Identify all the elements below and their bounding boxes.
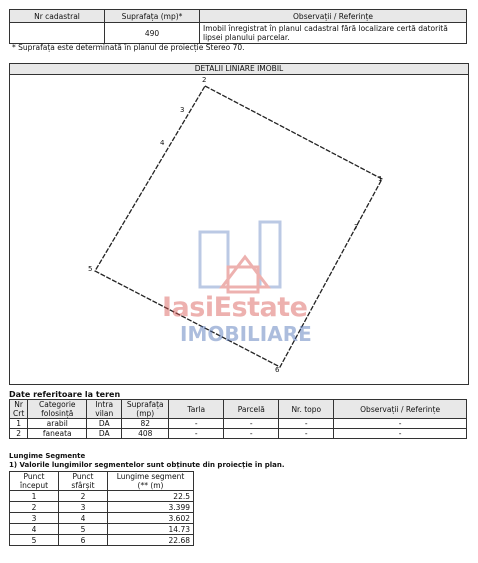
land-header: Parcelă: [224, 400, 279, 419]
seg-cell: 2: [59, 491, 108, 502]
land-cell: arabil: [28, 419, 87, 429]
land-title: Date referitoare la teren: [9, 390, 121, 399]
point-label-7: 7: [354, 223, 359, 231]
land-header: Intra vilan: [87, 400, 122, 419]
header-nr-cadastral: Nr cadastral: [10, 10, 105, 23]
land-cell: -: [334, 419, 467, 429]
land-cell: -: [169, 419, 224, 429]
point-label-3: 3: [180, 106, 185, 114]
header-suprafata: Suprafața (mp)*: [105, 10, 200, 23]
seg-header: Punct sfârșit: [59, 472, 108, 491]
land-cell: 2: [10, 429, 28, 439]
seg-cell: 3: [59, 502, 108, 513]
cell-nr-cadastral: [10, 23, 105, 44]
seg-cell: 5: [10, 535, 59, 546]
point-label-1: 1: [378, 175, 383, 183]
cadastral-table: [9, 9, 467, 44]
parcel-title: DETALII LINIARE IMOBIL: [10, 64, 468, 75]
watermark-logo: [160, 212, 330, 352]
land-cell: -: [279, 429, 334, 439]
seg-cell: 2: [10, 502, 59, 513]
seg-cell: 1: [10, 491, 59, 502]
seg-cell: 22.5: [108, 491, 194, 502]
land-cell: 1: [10, 419, 28, 429]
land-cell: -: [279, 419, 334, 429]
point-label-4: 4: [160, 139, 165, 147]
land-header: Nr Crt: [10, 400, 28, 419]
land-cell: -: [169, 429, 224, 439]
seg-cell: 3.399: [108, 502, 194, 513]
table-row: [10, 502, 194, 513]
table-row: [10, 491, 194, 502]
seg-cell: 4: [59, 513, 108, 524]
seg-cell: 14.73: [108, 524, 194, 535]
land-cell: 408: [122, 429, 169, 439]
land-cell: DA: [87, 429, 122, 439]
seg-cell: 4: [10, 524, 59, 535]
point-label-5: 5: [88, 265, 93, 273]
land-cell: DA: [87, 419, 122, 429]
seg-header: Punct început: [10, 472, 59, 491]
land-table: [9, 399, 467, 439]
table-row: [10, 429, 467, 439]
point-label-2: 2: [202, 76, 207, 84]
seg-cell: 22.68: [108, 535, 194, 546]
projection-note: * Suprafața este determinată în planul de proiecție Stereo 70.: [12, 43, 245, 52]
land-cell: -: [224, 419, 279, 429]
seg-cell: 6: [59, 535, 108, 546]
table-row: [10, 524, 194, 535]
seg-cell: 3: [10, 513, 59, 524]
seg-header: Lungime segment (** (m): [108, 472, 194, 491]
land-header: Observații / Referințe: [334, 400, 467, 419]
land-cell: faneata: [28, 429, 87, 439]
segments-title: Lungime Segmente: [9, 452, 86, 460]
header-observatii: Observații / Referințe: [200, 10, 467, 23]
segments-table: [9, 471, 194, 546]
land-cell: -: [224, 429, 279, 439]
point-label-6: 6: [275, 366, 280, 374]
cell-suprafata: 490: [105, 23, 200, 44]
land-header: Nr. topo: [279, 400, 334, 419]
land-cell: 82: [122, 419, 169, 429]
land-header: Suprafața (mp): [122, 400, 169, 419]
land-header: Categorie folosință: [28, 400, 87, 419]
watermark-subtext: IMOBILIARE: [180, 322, 312, 346]
table-row: [10, 513, 194, 524]
table-row: [10, 419, 467, 429]
land-cell: -: [334, 429, 467, 439]
watermark-text: IasiEstate: [162, 292, 308, 323]
land-header: Tarla: [169, 400, 224, 419]
seg-cell: 3.602: [108, 513, 194, 524]
segments-note: 1) Valorile lungimilor segmentelor sunt obținute din proiecție în plan.: [9, 461, 285, 469]
cell-observatii: Imobil înregistrat în planul cadastral fără localizare certă datorită lipsei planului parcelar.: [200, 23, 467, 44]
seg-cell: 5: [59, 524, 108, 535]
table-row: [10, 535, 194, 546]
